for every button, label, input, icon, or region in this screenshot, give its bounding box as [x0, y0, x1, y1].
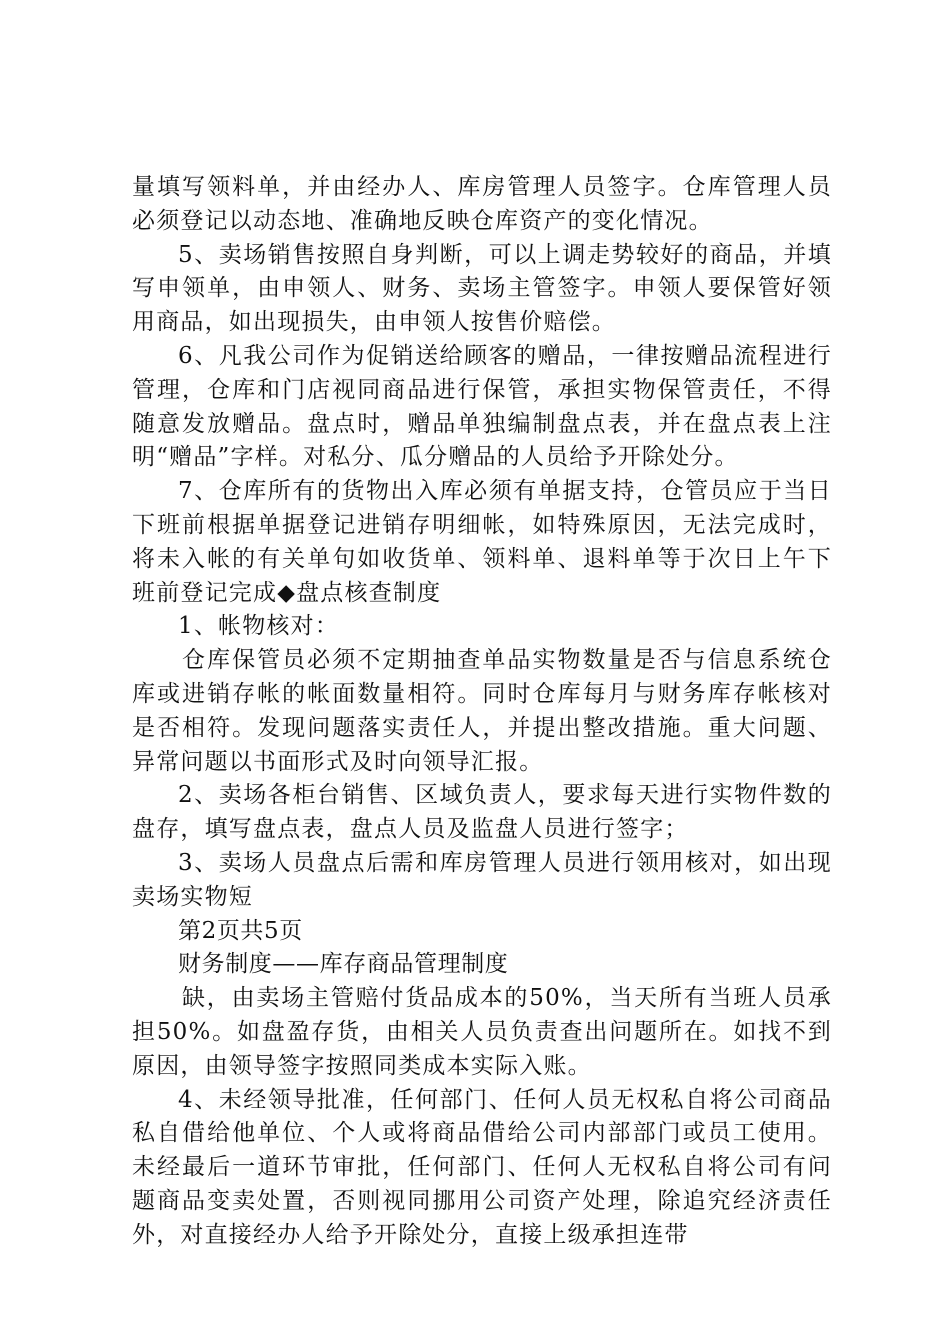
document-body [132, 171, 832, 1253]
paragraph-check-item-2: 2、卖场各柜台销售、区域负责人，要求每天进行实物件数的盘存，填写盘点表，盘点人员及监盘人员进行签字； [132, 782, 832, 843]
page-number: 第2页共5页 [178, 917, 303, 944]
paragraph-requisition-continued: 量填写领料单，并由经办人、库房管理人员签字。仓库管理人员必须登记以动态地、准确地反映仓库资产的变化情况。 [132, 174, 832, 234]
paragraph-item-6: 6、凡我公司作为促销送给顾客的赠品，一律按赠品流程进行管理，仓库和门店视同商品进行保管，承担实物保管责任，不得随意发放赠品。盘点时，赠品单独编制盘点表，并在盘点表上注明“赠品”字样。对私分、瓜分赠品的人员给予开除处分。 [132, 342, 832, 471]
paragraph-shortage-continued: 缺，由卖场主管赔付货品成本的50%，当天所有当班人员承担50%。如盘盈存货，由相关人员负责查出问题所在。如找不到原因，由领导签字按照同类成本实际入账。 [132, 985, 832, 1079]
running-title: 财务制度——库存商品管理制度 [178, 951, 509, 978]
paragraph-account-check-heading: 1、帐物核对： [178, 613, 340, 640]
paragraph-item-5: 5、卖场销售按照自身判断，可以上调走势较好的商品，并填写申领单，由申领人、财务、卖场主管签字。申领人要保管好领用商品，如出现损失，由申领人按售价赔偿。 [132, 241, 832, 336]
paragraph-check-item-3: 3、卖场人员盘点后需和库房管理人员进行领用核对，如出现卖场实物短 [132, 849, 832, 910]
paragraph-check-item-4: 4、未经领导批准，任何部门、任何人员无权私自将公司商品私自借给他单位、个人或将商品借给公司内部部门或员工使用。未经最后一道环节审批，任何部门、任何人无权私自将公司有问题商品变卖处置，否则视同挪用公司资产处理，除追究经济责任外，对直接经办人给予开除处分，直接上级承担连带 [132, 1086, 832, 1248]
paragraph-account-check-body: 仓库保管员必须不定期抽查单品实物数量是否与信息系统仓库或进销存帐的帐面数量相符。同时仓库每月与财务库存帐核对是否相符。发现问题落实责任人，并提出整改措施。重大问题、异常问题以书面形式及时向领导汇报。 [132, 647, 832, 775]
paragraph-item-7: 7、仓库所有的货物出入库必须有单据支持，仓管员应于当日下班前根据单据登记进销存明细帐，如特殊原因，无法完成时，将未入帐的有关单句如收货单、领料单、退料单等于次日上午下班前登记完成◆盘点核查制度 [132, 478, 832, 606]
